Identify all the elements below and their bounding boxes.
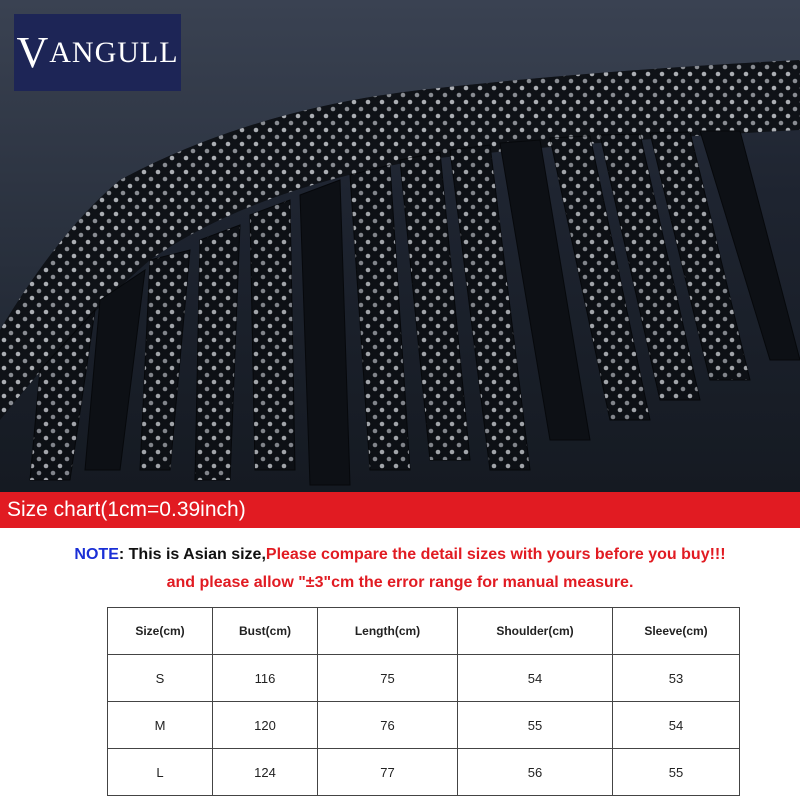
table-row — [108, 702, 740, 749]
note-error-range: and please allow "±3"cm the error range for manual measure. — [166, 574, 634, 591]
brand-logo-rest: ANGULL — [49, 35, 179, 69]
size-chart-banner — [0, 492, 800, 528]
cell-bust: 116 — [213, 655, 318, 702]
cell-length: 77 — [318, 749, 458, 796]
cell-sleeve: 54 — [613, 702, 740, 749]
table-row — [108, 749, 740, 796]
header-bust: Bust(cm) — [213, 608, 318, 655]
cell-size: L — [108, 749, 213, 796]
cell-size: M — [108, 702, 213, 749]
size-note-line-1 — [0, 541, 800, 569]
cell-sleeve: 53 — [613, 655, 740, 702]
cell-shoulder: 56 — [458, 749, 613, 796]
header-shoulder: Shoulder(cm) — [458, 608, 613, 655]
size-note — [0, 541, 800, 597]
header-length: Length(cm) — [318, 608, 458, 655]
cell-shoulder: 55 — [458, 702, 613, 749]
cell-size: S — [108, 655, 213, 702]
header-sleeve: Sleeve(cm) — [613, 608, 740, 655]
cell-length: 75 — [318, 655, 458, 702]
size-table-header-row — [108, 608, 740, 655]
table-row — [108, 655, 740, 702]
cell-bust: 124 — [213, 749, 318, 796]
cell-bust: 120 — [213, 702, 318, 749]
note-compare-warning: Please compare the detail sizes with yours before you buy!!! — [265, 546, 726, 563]
size-chart-title: Size chart(1cm=0.39inch) — [7, 498, 246, 521]
cell-length: 76 — [318, 702, 458, 749]
brand-logo — [14, 14, 181, 91]
note-colon: : — [118, 546, 125, 563]
cell-sleeve: 55 — [613, 749, 740, 796]
size-table — [107, 607, 740, 796]
brand-logo-initial: V — [16, 28, 50, 77]
note-asian-size: This is Asian size, — [124, 546, 266, 563]
header-size: Size(cm) — [108, 608, 213, 655]
note-label: NOTE — [74, 546, 119, 563]
cell-shoulder: 54 — [458, 655, 613, 702]
